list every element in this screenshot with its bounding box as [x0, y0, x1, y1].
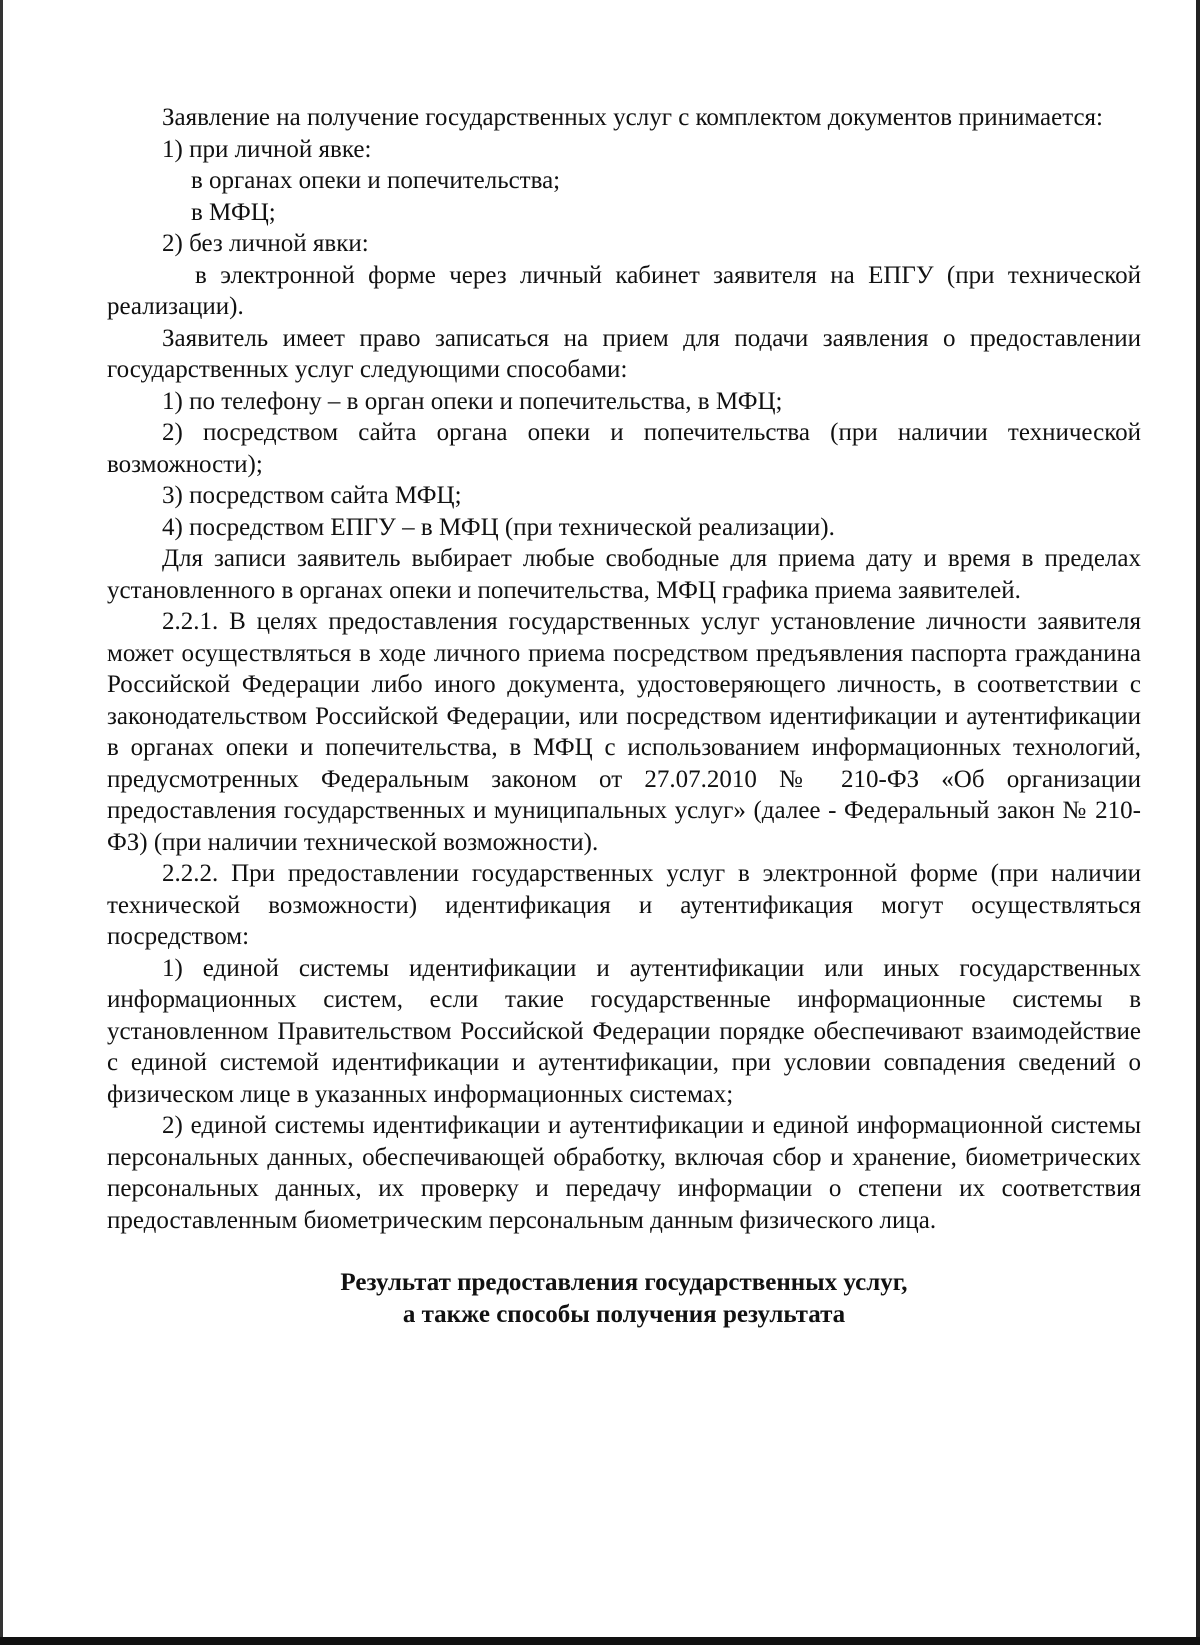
- scan-edge-bottom: [0, 1637, 1200, 1645]
- paragraph-by-phone: 1) по телефону – в орган опеки и попечительства, в МФЦ;: [162, 387, 783, 415]
- scan-edge-right: [1196, 0, 1200, 1645]
- paragraph-guardianship-site: 2) посредством сайта органа опеки и попечительства (при наличии технической возможности);: [107, 419, 1141, 478]
- paragraph-application-accepted: Заявление на получение государственных услуг с комплектом документов принимается:: [162, 104, 1103, 131]
- paragraph-guardianship-bodies: в органах опеки и попечительства;: [191, 167, 561, 194]
- paragraph-electronic-form: в электронной форме через личный кабинет заявителя на ЕПГУ (при технической реализации).: [107, 261, 1141, 320]
- paragraph-2-2-2: 2.2.2. При предоставлении государственных услуг в электронной форме (при наличии технической возможности) идентификация и аутентификация могут осуществляться посредством:: [107, 860, 1141, 950]
- paragraph-biometric: 2) единой системы идентификации и аутентификации и единой информационной системы персональных данных, обеспечивающей обработку, включая сбор и хранение, биометрических персональных данных, их проверку и передачу информации о степени их соответствия предоставленным биометрическим персональным данным физического лица.: [107, 1112, 1141, 1234]
- paragraph-epgu: 4) посредством ЕПГУ – в МФЦ (при технической реализации).: [162, 513, 835, 541]
- section-heading-line-1: Результат предоставления государственных услуг,: [340, 1269, 908, 1296]
- paragraph-mfc: в МФЦ;: [191, 198, 276, 226]
- paragraph-esia: 1) единой системы идентификации и аутентификации или иных государственных информационных систем, если такие государственные информационные системы в установленном Правительством Российской Федерации порядке обеспечивают взаимодействие с единой системой идентификации и аутентификации, при условии совпадения сведений о физическом лице в указанных информационных системах;: [107, 954, 1141, 1108]
- paragraph-without-presence: 2) без личной явки:: [162, 230, 369, 257]
- section-heading-line-2: а также способы получения результата: [402, 1300, 846, 1328]
- scan-edge-left: [0, 0, 3, 1645]
- document-body: [107, 102, 1141, 1330]
- section-gap: [107, 1236, 1141, 1267]
- paragraph-in-person: 1) при личной явке:: [162, 135, 372, 163]
- paragraph-appointment-choice: Для записи заявитель выбирает любые свободные для приема дату и время в пределах установленного в органах опеки и попечительства, МФЦ графика приема заявителей.: [107, 545, 1141, 604]
- paragraph-mfc-site: 3) посредством сайта МФЦ;: [162, 482, 462, 509]
- paragraph-2-2-1: 2.2.1. В целях предоставления государственных услуг установление личности заявителя может осуществляться в ходе личного приема посредством предъявления паспорта гражданина Российской Федерации либо иного документа, удостоверяющего личность, в соответствии с законодательством Российской Федерации, или посредством идентификации и аутентификации в органах опеки и попечительства, в МФЦ с использованием информационных технологий, предусмотренных Федеральным законом от 27.07.2010 № 210-ФЗ «Об организации предоставления государственных и муниципальных услуг» (далее - Федеральный закон № 210-ФЗ) (при наличии технической возможности).: [107, 608, 1141, 856]
- paragraph-appointment-right: Заявитель имеет право записаться на прием для подачи заявления о предоставлении государственных услуг следующими способами:: [107, 324, 1141, 383]
